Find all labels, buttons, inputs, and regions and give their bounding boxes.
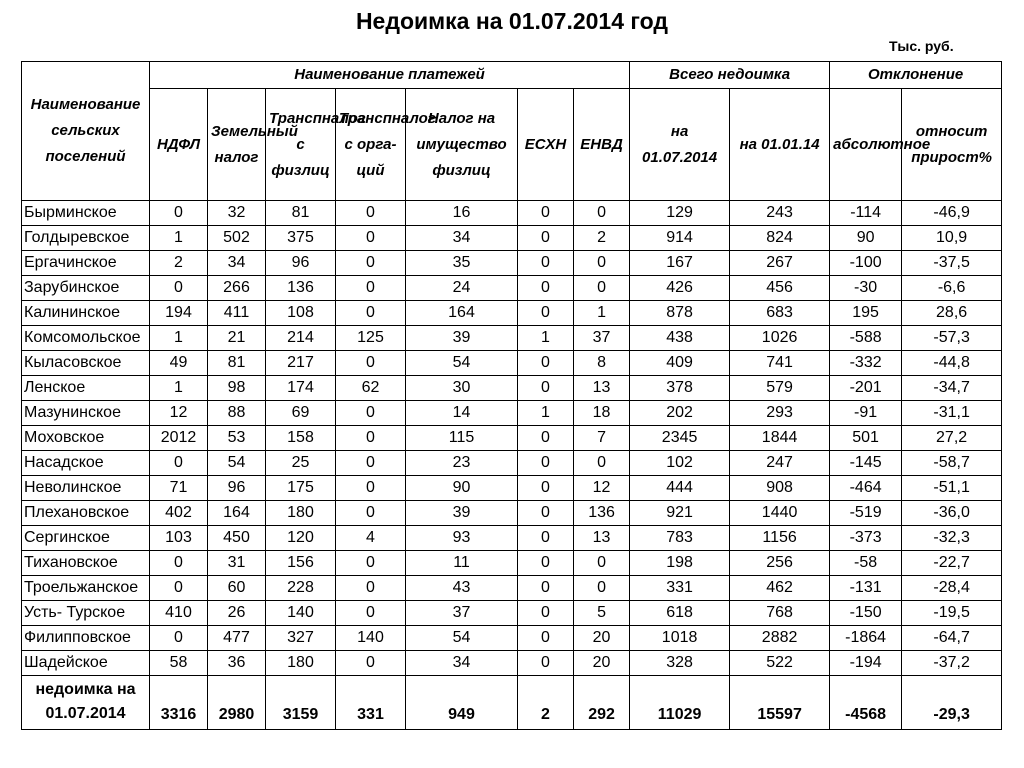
table-cell: 2345 — [630, 426, 730, 451]
table-cell: 0 — [518, 276, 574, 301]
table-row — [22, 551, 1002, 576]
table-cell: 0 — [574, 551, 630, 576]
settlement-name: Троельжанское — [22, 576, 150, 601]
table-cell: 167 — [630, 251, 730, 276]
table-cell: 0 — [336, 651, 406, 676]
table-cell: 410 — [150, 601, 208, 626]
table-cell: 1 — [518, 326, 574, 351]
table-cell: 53 — [208, 426, 266, 451]
table-cell: 54 — [406, 351, 518, 376]
table-cell: 25 — [266, 451, 336, 476]
table-cell: 331 — [630, 576, 730, 601]
table-cell: 36 — [208, 651, 266, 676]
table-cell: 12 — [574, 476, 630, 501]
total-label: недоимка на 01.07.2014 — [22, 676, 150, 730]
table-cell: 0 — [518, 451, 574, 476]
table-cell: 54 — [208, 451, 266, 476]
total-cell: 331 — [336, 676, 406, 730]
table-cell: 243 — [730, 201, 830, 226]
table-cell: 81 — [266, 201, 336, 226]
table-cell: 27,2 — [902, 426, 1002, 451]
units-label: Тыс. руб. — [889, 38, 954, 54]
table-cell: 28,6 — [902, 301, 1002, 326]
table-row — [22, 626, 1002, 651]
table-cell: -19,5 — [902, 601, 1002, 626]
header-total-2014-01-01: на 01.01.14 — [730, 89, 830, 201]
table-cell: 115 — [406, 426, 518, 451]
table-cell: 0 — [150, 576, 208, 601]
table-cell: -6,6 — [902, 276, 1002, 301]
table-cell: 824 — [730, 226, 830, 251]
table-cell: 1 — [574, 301, 630, 326]
table-cell: 125 — [336, 326, 406, 351]
table-cell: 0 — [336, 401, 406, 426]
table-cell: 741 — [730, 351, 830, 376]
header-settlements: Наименование сельских поселений — [22, 62, 150, 201]
table-cell: -64,7 — [902, 626, 1002, 651]
table-cell: -100 — [830, 251, 902, 276]
table-cell: 21 — [208, 326, 266, 351]
table-cell: 202 — [630, 401, 730, 426]
table-cell: 0 — [336, 551, 406, 576]
table-cell: 0 — [336, 276, 406, 301]
settlement-name: Филипповское — [22, 626, 150, 651]
table-cell: 174 — [266, 376, 336, 401]
table-cell: 426 — [630, 276, 730, 301]
table-cell: 579 — [730, 376, 830, 401]
arrears-table — [21, 61, 1002, 730]
table-cell: 0 — [518, 476, 574, 501]
table-row — [22, 251, 1002, 276]
table-cell: 2882 — [730, 626, 830, 651]
table-cell: 0 — [574, 276, 630, 301]
table-cell: 0 — [336, 226, 406, 251]
table-cell: 2012 — [150, 426, 208, 451]
table-cell: 103 — [150, 526, 208, 551]
table-cell: 43 — [406, 576, 518, 601]
table-row — [22, 351, 1002, 376]
table-cell: 0 — [336, 476, 406, 501]
table-cell: 501 — [830, 426, 902, 451]
table-cell: 129 — [630, 201, 730, 226]
table-cell: 438 — [630, 326, 730, 351]
table-cell: 0 — [518, 351, 574, 376]
settlement-name: Усть- Турское — [22, 601, 150, 626]
table-cell: -1864 — [830, 626, 902, 651]
table-cell: 69 — [266, 401, 336, 426]
table-cell: 158 — [266, 426, 336, 451]
table-cell: 0 — [150, 276, 208, 301]
table-row — [22, 451, 1002, 476]
settlement-name: Тихановское — [22, 551, 150, 576]
settlement-name: Зарубинское — [22, 276, 150, 301]
table-row — [22, 526, 1002, 551]
table-cell: 1018 — [630, 626, 730, 651]
settlement-name: Кыласовское — [22, 351, 150, 376]
table-cell: 247 — [730, 451, 830, 476]
settlement-name: Моховское — [22, 426, 150, 451]
table-cell: 0 — [150, 451, 208, 476]
header-total-group: Всего недоимка — [630, 62, 830, 89]
table-row — [22, 201, 1002, 226]
table-cell: 0 — [336, 301, 406, 326]
table-cell: 20 — [574, 626, 630, 651]
table-cell: 1026 — [730, 326, 830, 351]
settlement-name: Плехановское — [22, 501, 150, 526]
table-cell: 0 — [518, 201, 574, 226]
table-cell: 267 — [730, 251, 830, 276]
table-cell: 0 — [336, 251, 406, 276]
table-cell: -57,3 — [902, 326, 1002, 351]
table-cell: 164 — [406, 301, 518, 326]
total-cell: 292 — [574, 676, 630, 730]
table-cell: 140 — [336, 626, 406, 651]
table-row — [22, 276, 1002, 301]
table-cell: 2 — [574, 226, 630, 251]
table-cell: 23 — [406, 451, 518, 476]
table-row — [22, 651, 1002, 676]
header-deviation-relative: относит прирост% — [902, 89, 1002, 201]
table-cell: 214 — [266, 326, 336, 351]
table-cell: 1 — [518, 401, 574, 426]
settlement-name: Комсомольское — [22, 326, 150, 351]
table-cell: 0 — [518, 301, 574, 326]
table-cell: 90 — [830, 226, 902, 251]
table-cell: 0 — [336, 576, 406, 601]
table-cell: 58 — [150, 651, 208, 676]
table-cell: -30 — [830, 276, 902, 301]
header-transport-tax-individuals: Транспналог с физлиц — [266, 89, 336, 201]
table-cell: 194 — [150, 301, 208, 326]
table-row — [22, 601, 1002, 626]
table-cell: 12 — [150, 401, 208, 426]
header-total-2014-07-01: на 01.07.2014 — [630, 89, 730, 201]
table-cell: 0 — [518, 551, 574, 576]
table-cell: 450 — [208, 526, 266, 551]
table-cell: 0 — [574, 451, 630, 476]
table-cell: 768 — [730, 601, 830, 626]
table-cell: -131 — [830, 576, 902, 601]
table-cell: 10,9 — [902, 226, 1002, 251]
table-cell: 0 — [518, 426, 574, 451]
table-cell: 0 — [574, 251, 630, 276]
table-cell: 90 — [406, 476, 518, 501]
table-row — [22, 326, 1002, 351]
settlement-name: Ергачинское — [22, 251, 150, 276]
table-cell: 0 — [150, 201, 208, 226]
total-cell: -29,3 — [902, 676, 1002, 730]
table-cell: -32,3 — [902, 526, 1002, 551]
table-cell: 96 — [208, 476, 266, 501]
table-cell: 26 — [208, 601, 266, 626]
table-cell: 20 — [574, 651, 630, 676]
table-cell: 32 — [208, 201, 266, 226]
table-cell: 180 — [266, 501, 336, 526]
table-cell: 1440 — [730, 501, 830, 526]
table-cell: 266 — [208, 276, 266, 301]
table-cell: -34,7 — [902, 376, 1002, 401]
page-title: Недоимка на 01.07.2014 год — [355, 8, 669, 34]
table-cell: 0 — [518, 251, 574, 276]
table-cell: 256 — [730, 551, 830, 576]
table-cell: 402 — [150, 501, 208, 526]
table-cell: -44,8 — [902, 351, 1002, 376]
table-cell: 164 — [208, 501, 266, 526]
table-cell: 35 — [406, 251, 518, 276]
table-row — [22, 501, 1002, 526]
table-cell: 93 — [406, 526, 518, 551]
table-cell: -519 — [830, 501, 902, 526]
table-cell: 24 — [406, 276, 518, 301]
table-cell: 444 — [630, 476, 730, 501]
header-envd: ЕНВД — [574, 89, 630, 201]
table-cell: 198 — [630, 551, 730, 576]
table-cell: 327 — [266, 626, 336, 651]
table-cell: 0 — [336, 426, 406, 451]
table-cell: 37 — [574, 326, 630, 351]
table-cell: 456 — [730, 276, 830, 301]
table-cell: 81 — [208, 351, 266, 376]
table-cell: 0 — [518, 376, 574, 401]
table-cell: 98 — [208, 376, 266, 401]
header-deviation-absolute: абсолютное — [830, 89, 902, 201]
table-cell: -114 — [830, 201, 902, 226]
table-cell: 175 — [266, 476, 336, 501]
table-cell: 96 — [266, 251, 336, 276]
table-cell: 0 — [336, 201, 406, 226]
table-cell: 13 — [574, 376, 630, 401]
table-cell: -28,4 — [902, 576, 1002, 601]
table-cell: 30 — [406, 376, 518, 401]
table-cell: 0 — [518, 651, 574, 676]
table-cell: 375 — [266, 226, 336, 251]
table-cell: 0 — [336, 501, 406, 526]
settlement-name: Бырминское — [22, 201, 150, 226]
header-payments-group: Наименование платежей — [150, 62, 630, 89]
header-ndfl: НДФЛ — [150, 89, 208, 201]
table-cell: -91 — [830, 401, 902, 426]
table-cell: -22,7 — [902, 551, 1002, 576]
table-cell: 49 — [150, 351, 208, 376]
table-cell: -37,5 — [902, 251, 1002, 276]
table-cell: 908 — [730, 476, 830, 501]
table-cell: 140 — [266, 601, 336, 626]
header-eskhn: ЕСХН — [518, 89, 574, 201]
table-row — [22, 376, 1002, 401]
table-cell: 0 — [336, 601, 406, 626]
table-cell: 16 — [406, 201, 518, 226]
table-cell: 1156 — [730, 526, 830, 551]
table-cell: -464 — [830, 476, 902, 501]
table-cell: 0 — [518, 576, 574, 601]
table-row — [22, 576, 1002, 601]
table-cell: 8 — [574, 351, 630, 376]
settlement-name: Голдыревское — [22, 226, 150, 251]
table-cell: -36,0 — [902, 501, 1002, 526]
table-cell: -588 — [830, 326, 902, 351]
total-cell: 15597 — [730, 676, 830, 730]
header-property-tax: Налог на имущество физлиц — [406, 89, 518, 201]
table-cell: 4 — [336, 526, 406, 551]
table-cell: 0 — [518, 626, 574, 651]
table-cell: 18 — [574, 401, 630, 426]
table-cell: -373 — [830, 526, 902, 551]
table-cell: 5 — [574, 601, 630, 626]
table-cell: 522 — [730, 651, 830, 676]
total-cell: -4568 — [830, 676, 902, 730]
table-cell: 1 — [150, 376, 208, 401]
table-cell: 921 — [630, 501, 730, 526]
table-cell: -58 — [830, 551, 902, 576]
table-cell: 0 — [336, 351, 406, 376]
table-cell: -31,1 — [902, 401, 1002, 426]
table-cell: 0 — [574, 576, 630, 601]
table-cell: 502 — [208, 226, 266, 251]
table-row — [22, 226, 1002, 251]
table-cell: 411 — [208, 301, 266, 326]
table-cell: 102 — [630, 451, 730, 476]
table-row — [22, 301, 1002, 326]
table-cell: -37,2 — [902, 651, 1002, 676]
settlement-name: Мазунинское — [22, 401, 150, 426]
table-cell: 2 — [150, 251, 208, 276]
table-cell: 13 — [574, 526, 630, 551]
table-cell: 31 — [208, 551, 266, 576]
table-cell: -145 — [830, 451, 902, 476]
settlement-name: Насадское — [22, 451, 150, 476]
table-cell: 7 — [574, 426, 630, 451]
total-cell: 949 — [406, 676, 518, 730]
table-cell: -332 — [830, 351, 902, 376]
table-cell: 683 — [730, 301, 830, 326]
table-cell: 54 — [406, 626, 518, 651]
table-cell: 39 — [406, 501, 518, 526]
table-cell: 14 — [406, 401, 518, 426]
table-row — [22, 401, 1002, 426]
table-row — [22, 476, 1002, 501]
total-cell: 11029 — [630, 676, 730, 730]
table-cell: 328 — [630, 651, 730, 676]
table-row — [22, 426, 1002, 451]
table-cell: 378 — [630, 376, 730, 401]
total-cell: 2 — [518, 676, 574, 730]
settlement-name: Шадейское — [22, 651, 150, 676]
table-cell: -201 — [830, 376, 902, 401]
table-cell: 0 — [518, 226, 574, 251]
table-cell: 409 — [630, 351, 730, 376]
table-cell: 136 — [574, 501, 630, 526]
total-cell: 3159 — [266, 676, 336, 730]
table-cell: 293 — [730, 401, 830, 426]
table-cell: 1 — [150, 326, 208, 351]
settlement-name: Неволинское — [22, 476, 150, 501]
table-cell: 878 — [630, 301, 730, 326]
header-transport-tax-organizations: Транспналог с орга- ций — [336, 89, 406, 201]
total-cell: 3316 — [150, 676, 208, 730]
table-cell: -150 — [830, 601, 902, 626]
table-cell: 108 — [266, 301, 336, 326]
table-cell: 60 — [208, 576, 266, 601]
header-land-tax: Земельный налог — [208, 89, 266, 201]
table-cell: -58,7 — [902, 451, 1002, 476]
table-cell: 62 — [336, 376, 406, 401]
table-cell: 156 — [266, 551, 336, 576]
table-cell: 0 — [150, 626, 208, 651]
header-deviation-group: Отклонение — [830, 62, 1002, 89]
table-cell: 88 — [208, 401, 266, 426]
table-cell: 0 — [518, 501, 574, 526]
settlement-name: Сергинское — [22, 526, 150, 551]
table-cell: 34 — [406, 226, 518, 251]
table-cell: 1844 — [730, 426, 830, 451]
table-cell: 39 — [406, 326, 518, 351]
table-cell: -51,1 — [902, 476, 1002, 501]
table-cell: 195 — [830, 301, 902, 326]
total-row — [22, 676, 1002, 730]
table-cell: 462 — [730, 576, 830, 601]
settlement-name: Калининское — [22, 301, 150, 326]
table-cell: 120 — [266, 526, 336, 551]
table-cell: 228 — [266, 576, 336, 601]
table-cell: 34 — [406, 651, 518, 676]
table-cell: 136 — [266, 276, 336, 301]
table-cell: 0 — [150, 551, 208, 576]
table-cell: 0 — [574, 201, 630, 226]
table-cell: -46,9 — [902, 201, 1002, 226]
table-cell: 914 — [630, 226, 730, 251]
settlement-name: Ленское — [22, 376, 150, 401]
table-cell: 37 — [406, 601, 518, 626]
table-cell: 34 — [208, 251, 266, 276]
table-cell: 0 — [518, 601, 574, 626]
table-cell: 477 — [208, 626, 266, 651]
table-cell: -194 — [830, 651, 902, 676]
table-cell: 0 — [518, 526, 574, 551]
table-cell: 0 — [336, 451, 406, 476]
table-cell: 1 — [150, 226, 208, 251]
table-cell: 71 — [150, 476, 208, 501]
table-cell: 783 — [630, 526, 730, 551]
table-cell: 217 — [266, 351, 336, 376]
table-cell: 180 — [266, 651, 336, 676]
total-cell: 2980 — [208, 676, 266, 730]
table-cell: 618 — [630, 601, 730, 626]
table-cell: 11 — [406, 551, 518, 576]
